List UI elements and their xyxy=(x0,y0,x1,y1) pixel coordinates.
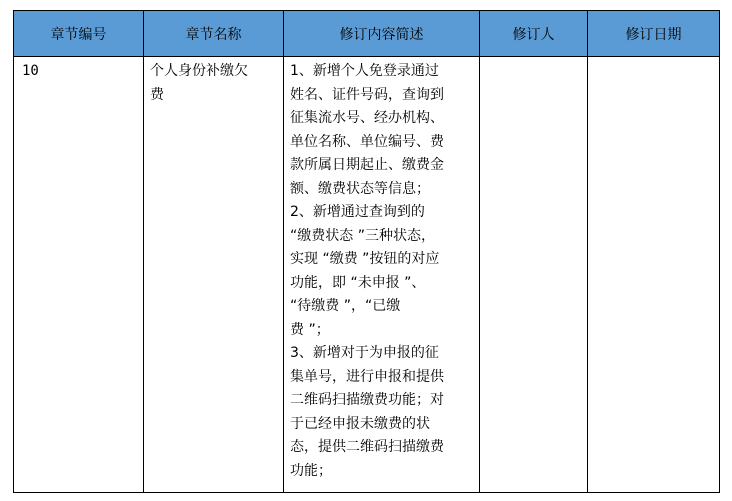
cell-chapter-number: 10 xyxy=(14,57,144,493)
header-chapter-name: 章节名称 xyxy=(144,11,284,57)
summary-line: 征集流水号、经办机构、 xyxy=(290,110,444,126)
summary-line: 3、新增对于为申报的征 xyxy=(290,345,439,361)
summary-line: 态，提供二维码扫描缴费 xyxy=(290,439,444,455)
chapter-name-line: 费 xyxy=(150,86,164,103)
header-chapter-number: 章节编号 xyxy=(14,11,144,57)
summary-line: 款所属日期起止、缴费金 xyxy=(290,157,444,173)
cell-chapter-name xyxy=(144,57,284,493)
summary-line: “缴费状态 ”三种状态， xyxy=(290,227,435,244)
cell-revision-date xyxy=(588,57,720,493)
summary-line: 二维码扫描缴费功能；对 xyxy=(290,392,444,408)
header-revision-date: 修订日期 xyxy=(588,11,720,57)
header-reviser: 修订人 xyxy=(480,11,588,57)
header-revision-summary: 修订内容简述 xyxy=(284,11,480,57)
summary-line: 费 ”； xyxy=(290,321,330,338)
summary-line: 集单号，进行申报和提供 xyxy=(290,368,444,385)
summary-line: 于已经申报未缴费的状 xyxy=(290,415,430,432)
cell-reviser xyxy=(480,57,588,493)
cell-revision-summary xyxy=(284,57,480,493)
summary-line: 2、新增通过查询到的 xyxy=(290,204,425,220)
summary-line: 1、新增个人免登录通过 xyxy=(290,63,439,79)
header-row xyxy=(14,11,720,57)
summary-line: “待缴费 ”，“已缴 xyxy=(290,298,401,314)
table-row xyxy=(14,57,720,493)
summary-line: 功能，即 “未申报 ”、 xyxy=(290,274,426,291)
summary-line: 单位名称、单位编号、费 xyxy=(290,133,444,150)
chapter-name-line: 个人身份补缴欠 xyxy=(150,63,248,79)
summary-line: 功能； xyxy=(290,462,332,479)
summary-line: 额、缴费状态等信息； xyxy=(290,180,430,197)
summary-line: 实现 “缴费 ”按钮的对应 xyxy=(290,251,440,267)
summary-line: 姓名、证件号码，查询到 xyxy=(290,86,444,103)
revision-table xyxy=(13,10,720,493)
table-header xyxy=(14,11,720,57)
